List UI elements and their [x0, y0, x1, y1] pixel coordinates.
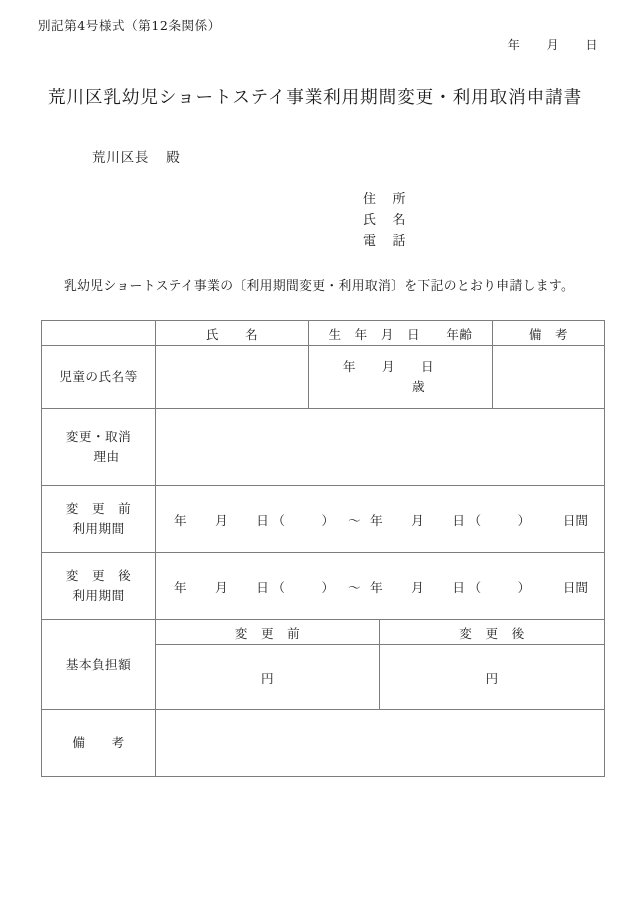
period-after-inner: [156, 577, 604, 596]
period-before-days-unit: 日間: [562, 512, 588, 528]
applicant-name-label-1: 氏: [363, 213, 377, 228]
table-row-period-after: [42, 553, 605, 620]
child-birth-year-label: 年: [342, 359, 356, 375]
child-birth-day-label: 日: [421, 359, 435, 375]
table-row-reason: [42, 409, 605, 486]
period-after-end-month-label: 月: [411, 579, 425, 595]
reason-input[interactable]: [156, 409, 605, 486]
child-name-input[interactable]: [156, 346, 309, 409]
applicant-address-field: [363, 189, 406, 210]
row-label-reason-line1: 変更・取消: [65, 429, 132, 445]
period-after-start-day-label: 日: [256, 579, 270, 595]
period-after-days-unit: 日間: [562, 579, 588, 595]
child-birth-age-inner: [309, 357, 492, 396]
table-header-row: [42, 321, 605, 346]
applicant-phone-label-1: 電: [363, 234, 377, 249]
row-label-reason: [42, 409, 156, 486]
row-label-period-before-line2: 利用期間: [72, 521, 125, 536]
child-age-unit-label: 歳: [411, 379, 426, 394]
period-before-start-weekday-paren: （ ）: [272, 512, 347, 528]
fee-subheader-before: 変 更 前: [156, 620, 380, 645]
date-day-label: 日: [585, 38, 598, 52]
applicant-phone-label-2: 話: [392, 234, 407, 249]
period-after-start-month-label: 月: [215, 579, 229, 595]
header-note: 備 考: [493, 321, 605, 346]
table-row-fee-subheader: [42, 620, 605, 645]
period-before-start-year-label: 年: [174, 512, 188, 528]
header-name: 氏 名: [156, 321, 309, 346]
applicant-name-label-2: 名: [392, 213, 407, 228]
period-before-end-weekday-paren: （ ）: [468, 512, 543, 528]
period-before-end-year-label: 年: [370, 512, 384, 528]
period-after-start-year-label: 年: [174, 579, 188, 595]
period-before-tilde: 〜: [348, 512, 362, 528]
period-after-start: [174, 577, 269, 596]
addressee: [92, 146, 181, 166]
period-after-input[interactable]: [156, 553, 605, 620]
child-birth-date-line: [309, 357, 468, 377]
fee-before-unit: 円: [260, 670, 275, 686]
period-before-start-month-label: 月: [215, 512, 229, 528]
child-note-input[interactable]: [493, 346, 605, 409]
date-line: [508, 36, 598, 53]
row-label-period-after-line2: 利用期間: [72, 588, 125, 603]
row-label-fee: 基本負担額: [42, 620, 156, 710]
row-label-child-info: 児童の氏名等: [42, 346, 156, 409]
addressee-name: 荒川区長: [92, 150, 150, 166]
period-after-tilde: 〜: [348, 579, 362, 595]
row-label-period-after: [42, 553, 156, 620]
table-row-period-before: [42, 486, 605, 553]
period-before-input[interactable]: [156, 486, 605, 553]
applicant-address-label-1: 住: [363, 192, 377, 207]
table-row-child-info: [42, 346, 605, 409]
application-statement: 乳幼児ショートステイ事業の〔利用期間変更・利用取消〕を下記のとおり申請します。: [64, 279, 575, 294]
note-input[interactable]: [156, 710, 605, 777]
addressee-honorific: 殿: [166, 150, 181, 166]
row-label-reason-line2: 理由: [93, 449, 120, 464]
table-row-note: [42, 710, 605, 777]
applicant-address-label-2: 所: [392, 192, 407, 207]
form-code: 別記第4号様式（第12条関係）: [38, 18, 221, 33]
applicant-info-block: [363, 189, 406, 252]
header-corner-blank: [42, 321, 156, 346]
period-before-start-day-label: 日: [256, 512, 270, 528]
period-before-end-month-label: 月: [411, 512, 425, 528]
period-after-end-weekday-paren: （ ）: [468, 579, 543, 595]
date-month-label: 月: [546, 38, 560, 52]
applicant-name-field: [363, 210, 406, 231]
child-age-line: [309, 377, 468, 397]
fee-after-unit: 円: [485, 670, 499, 686]
period-after-end-year-label: 年: [370, 579, 384, 595]
period-before-start: [174, 510, 269, 529]
fee-after-input[interactable]: [380, 645, 605, 710]
period-after-end-day-label: 日: [452, 579, 466, 595]
row-label-note: 備 考: [42, 710, 156, 777]
fee-before-input[interactable]: [156, 645, 380, 710]
child-birth-age-input[interactable]: [309, 346, 493, 409]
period-before-inner: [156, 510, 604, 529]
period-before-end: [370, 510, 465, 529]
period-before-end-day-label: 日: [452, 512, 466, 528]
period-after-end: [370, 577, 465, 596]
row-label-period-after-line1: 変 更 後: [65, 568, 132, 584]
fee-subheader-after: 変 更 後: [380, 620, 605, 645]
date-year-label: 年: [507, 38, 521, 52]
period-after-start-weekday-paren: （ ）: [272, 579, 347, 595]
child-birth-month-label: 月: [381, 359, 396, 375]
application-table: [41, 320, 605, 777]
applicant-phone-field: [363, 231, 406, 252]
row-label-period-before: [42, 486, 156, 553]
header-birth-age: 生 年 月 日 年齢: [309, 321, 493, 346]
page-title: 荒川区乳幼児ショートステイ事業利用期間変更・利用取消申請書: [47, 88, 583, 108]
row-label-period-before-line1: 変 更 前: [65, 501, 132, 517]
